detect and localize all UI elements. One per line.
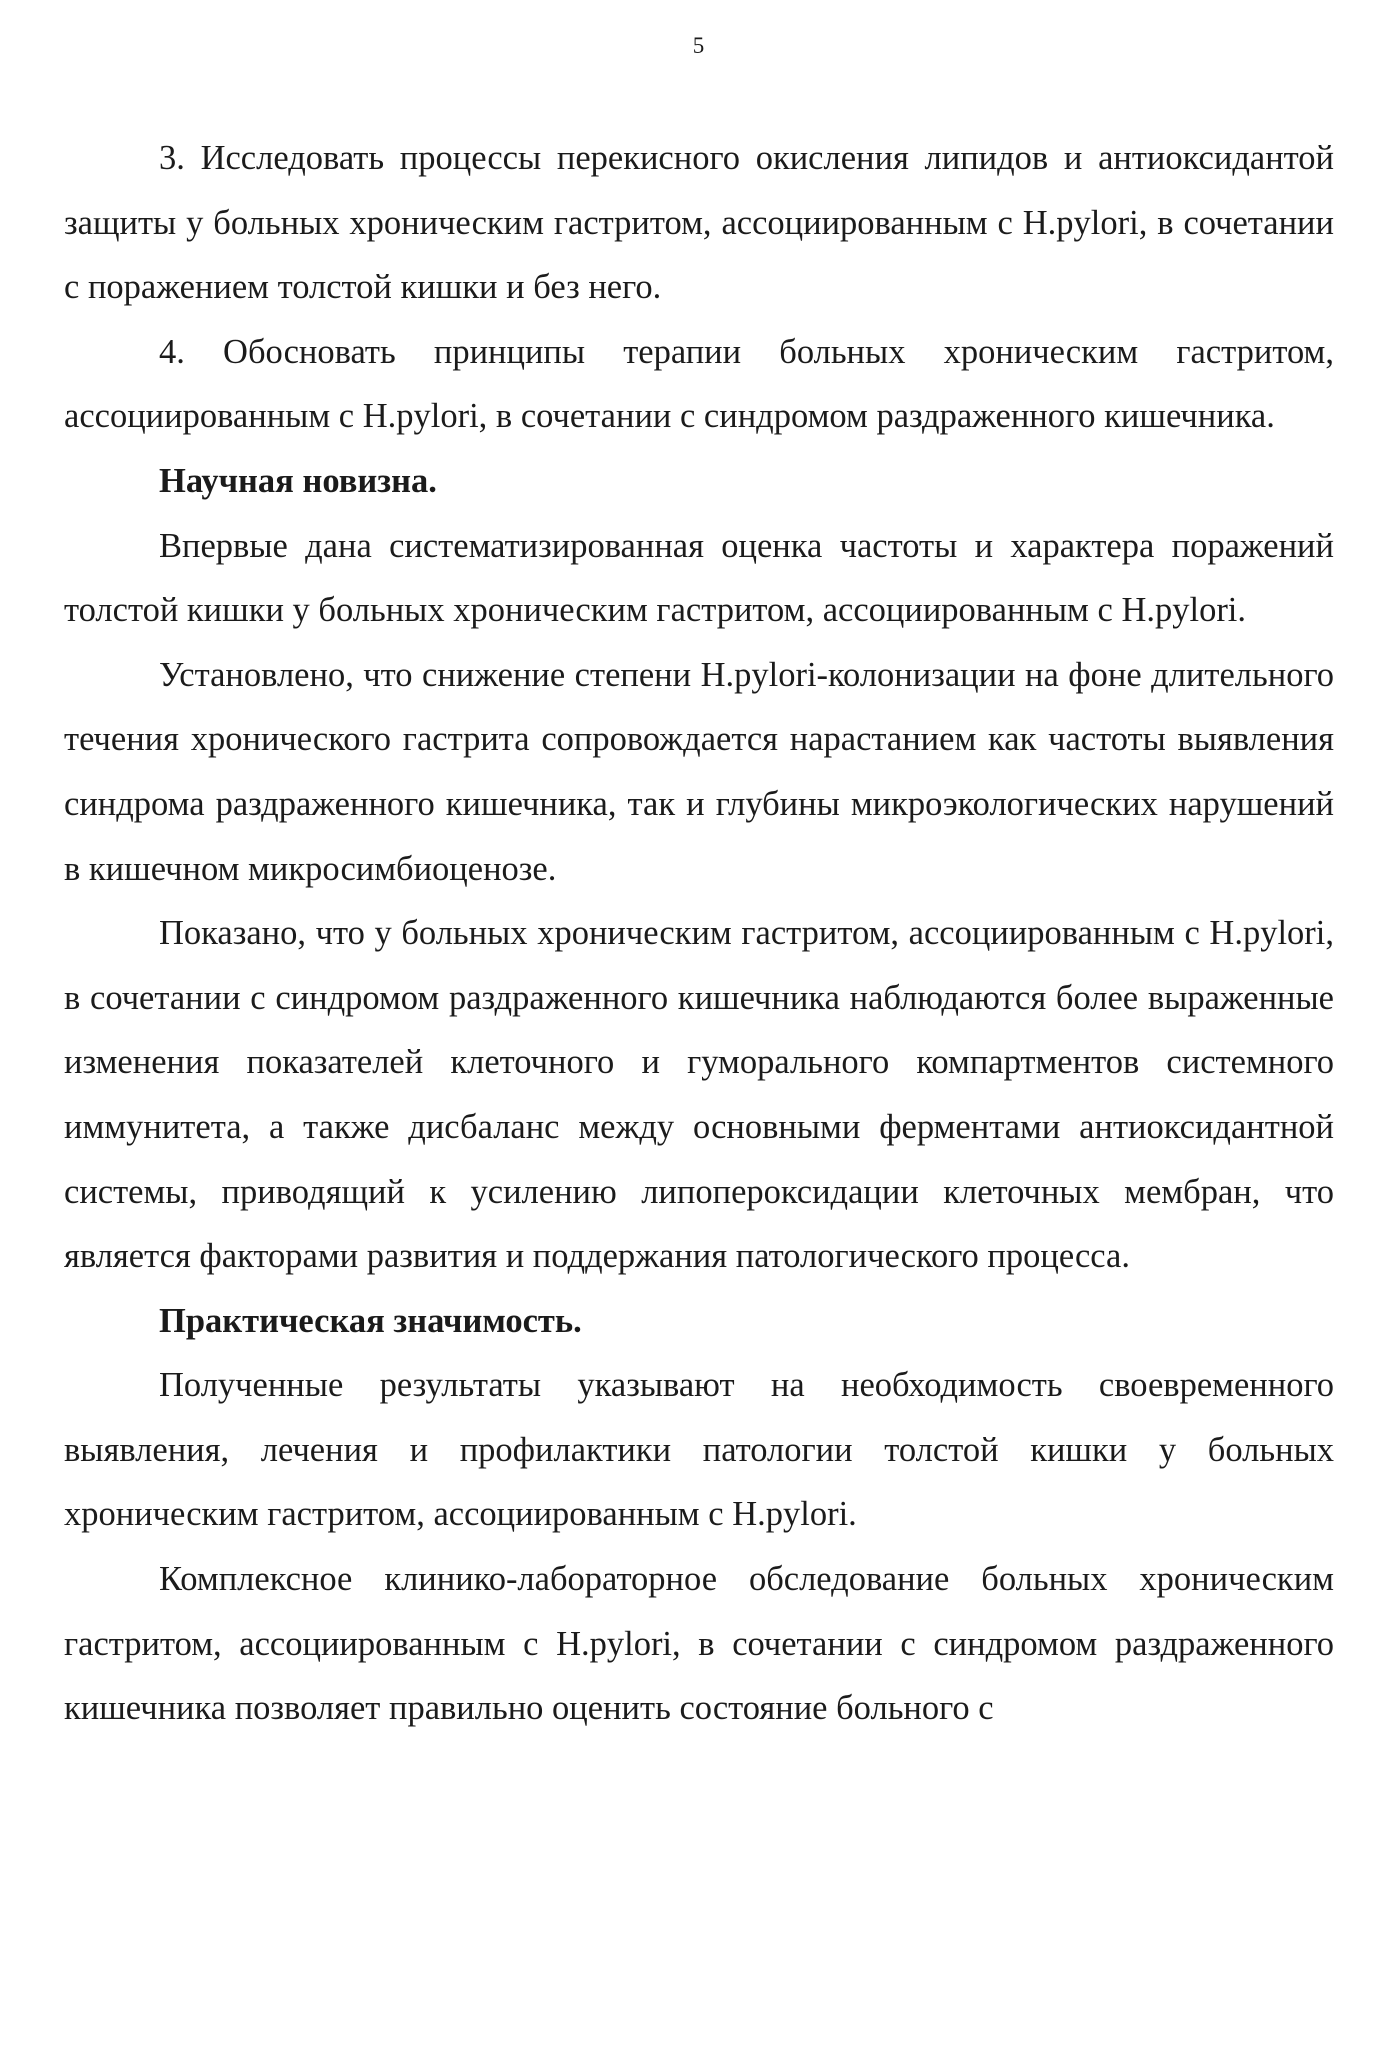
paragraph-novelty-established: Установлено, что снижение степени H.pylori-колонизации на фоне длительного течения хронического гастрита сопровождается нарастанием как частоты выявления синдрома раздраженного кишечника, так и глубины микроэкологических нарушений в кишечном микросимбиоценозе.	[64, 655, 1334, 888]
paragraph-novelty-shown: Показано, что у больных хроническим гастритом, ассоциированным с H.pylori, в сочетании с синдромом раздраженного кишечника наблюдаются более выраженные изменения показателей клеточного и гуморального компартментов системного иммунитета, а также дисбаланс между основными ферментами антиоксидантной системы, приводящий к усилению липопероксидации клеточных мембран, что является факторами развития и поддержания патологического процесса.	[64, 914, 1334, 1276]
page-number: 5	[692, 33, 705, 58]
paragraph-research-task-3: 3. Исследовать процессы перекисного окисления липидов и антиоксидантой защиты у больных хроническим гастритом, ассоциированным с H.pylori, в сочетании с поражением толстой кишки и без него.	[64, 139, 1334, 307]
heading-scientific-novelty: Научная новизна.	[159, 461, 437, 500]
heading-practical-significance: Практическая значимость.	[159, 1301, 582, 1340]
document-body	[64, 126, 1334, 1741]
paragraph-research-task-4: 4. Обосновать принципы терапии больных хроническим гастритом, ассоциированным с H.pylori, в сочетании с синдромом раздраженного кишечника.	[64, 332, 1334, 436]
paragraph-practical-examination: Комплексное клинико-лабораторное обследование больных хроническим гастритом, ассоциированным с H.pylori, в сочетании с синдромом раздраженного кишечника позволяет правильно оценить состояние больного с	[64, 1560, 1334, 1728]
paragraph-practical-results: Полученные результаты указывают на необходимость своевременного выявления, лечения и профилактики патологии толстой кишки у больных хроническим гастритом, ассоциированным с H.pylori.	[64, 1366, 1334, 1534]
paragraph-novelty-first: Впервые дана систематизированная оценка частоты и характера поражений толстой кишки у больных хроническим гастритом, ассоциированным с H.pylori.	[64, 526, 1334, 630]
